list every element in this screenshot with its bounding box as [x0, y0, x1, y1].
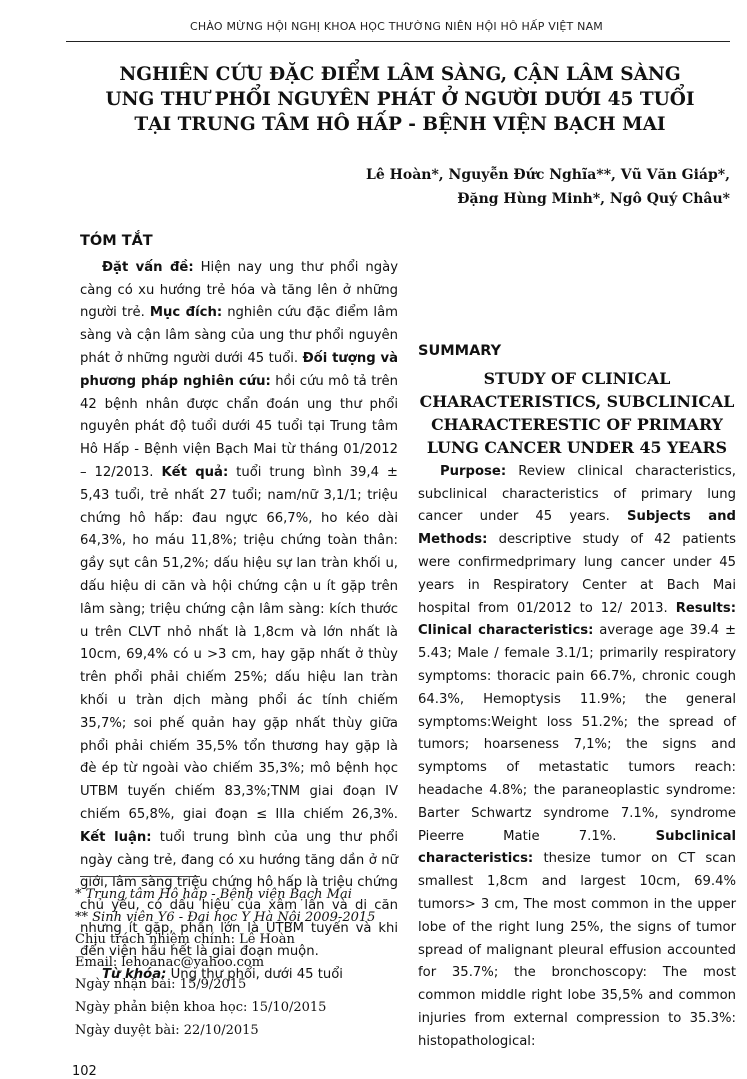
- column-spacer: [418, 228, 736, 340]
- summary-title-line: LUNG CANCER UNDER 45 YEARS: [426, 437, 728, 457]
- article-title: [90, 62, 710, 137]
- responsible-author: Chịu trách nhiệm chính: Lê Hoàn: [75, 932, 295, 948]
- keywords-text: Ung thư phổi, dưới 45 tuổi: [166, 966, 343, 982]
- clinical-text: average age 39.4 ± 5.43; Male / female 3.1/1; primarily respiratory symptoms: thoracic pain 66.7%, chronic cough 64.3%, Hemoptysis 11.9%; the general symptoms:Weight loss 51.2%; the spread of tumors; hoarseness 7,1%; the signs and symptoms of metastatic tumors reach: headache 4.8%; the paraneoplastic syndrome: Barter Schwartz syndrome 7.1%, syndrome Pieerre Matie 7.1%.: [418, 623, 736, 844]
- header-rule: [66, 41, 730, 42]
- keywords-label: Từ khóa:: [102, 966, 167, 982]
- affiliation-1: * Trung tâm Hô hấp - Bệnh viện Bạch Mai: [75, 887, 352, 902]
- background-text: Hiện nay ung thư phổi ngày càng có xu hướng trẻ hóa và tăng lên ở những người trẻ.: [80, 259, 398, 321]
- summary-body: [418, 461, 736, 1054]
- aim-label: Mục đích:: [149, 305, 223, 321]
- running-header: CHÀO MỪNG HỘI NGHỊ KHOA HỌC THƯỜNG NIÊN HỘI HÔ HẤP VIỆT NAM: [190, 20, 603, 33]
- page-number: 102: [72, 1064, 97, 1079]
- summary-title: [418, 367, 736, 459]
- subjects-text: descriptive study of 42 patients were confirmedprimary lung cancer under 45 years in Respiratory Center at Bach Mai hospital from 01/2012 to 12/ 2013.: [418, 532, 736, 616]
- author-list: [366, 163, 730, 211]
- clinical-label: Clinical characteristics:: [418, 623, 594, 639]
- results-text: tuổi trung bình 39,4 ± 5,43 tuổi, trẻ nhất 27 tuổi; nam/nữ 3,1/1; triệu chứng hô hấp: đau ngực 66,7%, ho kéo dài 64,3%, ho máu 11,8%; triệu chứng toàn thân: gầy sụt cân 51,2%; dấu hiệu sự lan tràn khối u, dấu hiệu di căn và hội chứng cận u ít gặp trên lâm sàng; triệu chứng cận lâm sàng: kích thước u trên CLVT nhỏ nhất là 1,8cm và lớn nhất là 10cm, 69,4% có u >3 cm, hay gặp nhất ở thùy trên phổi phải chiếm 25%; dấu hiệu lan tràn khối u tràn dịch màng phổi ác tính chiếm 35,7%; soi phế quản hay gặp nhất thùy giữa phổi phải chiếm 35,5% tổn thương hay gặp là đè ép từ ngoài vào chiếm 35,3%; mô bệnh học UTBM tuyến chiếm 83,3%;TNM giai đoạn IV chiếm 65,8%, giai đoạn ≤ IIIa chiếm 26,3%.: [80, 464, 398, 822]
- abstract-vi-column: [80, 230, 398, 986]
- author-line: Lê Hoàn*, Nguyễn Đức Nghĩa**, Vũ Văn Giáp*,: [366, 167, 730, 183]
- purpose-label: Purpose:: [440, 463, 507, 479]
- title-line: NGHIÊN CỨU ĐẶC ĐIỂM LÂM SÀNG, CẬN LÂM SÀNG: [119, 64, 681, 85]
- date-received: Ngày nhận bài: 15/9/2015: [75, 977, 247, 993]
- results-en-label: Results:: [675, 600, 736, 616]
- footnote-rule: [80, 876, 200, 877]
- footnotes: [75, 884, 405, 1042]
- abstract-vi-heading: TÓM TẮT: [80, 233, 153, 249]
- abstract-en-column: [418, 228, 736, 1054]
- title-line: TẠI TRUNG TÂM HÔ HẤP - BỆNH VIỆN BẠCH MAI: [134, 114, 666, 135]
- conclusion-text: tuổi trung bình của ung thư phổi ngày càng trẻ, đang có xu hướng tăng dần ở nữ giới, lâm sàng triệu chứng hô hấp là triệu chứng chủ yếu, có dấu hiệu của xâm lấn và di căn nhưng ít gặp, phần lớn là UTBM tuyến và khi đến viện hầu hết là giai đoạn muộn.: [80, 829, 398, 959]
- email: Email: lehoanac@yahoo.com: [75, 954, 265, 970]
- summary-title-line: STUDY OF CLINICAL: [483, 368, 671, 388]
- methods-label: Đối tượng và phương pháp nghiên cứu:: [80, 350, 398, 389]
- methods-text: hồi cứu mô tả trên 42 bệnh nhân được chẩn đoán ung thư phổi nguyên phát độ tuổi dưới 45 tuổi tại Trung tâm Hô Hấp - Bệnh viện Bạch Mai từ tháng 01/2012 – 12/2013.: [80, 373, 398, 480]
- subclinical-text: thesize tumor on CT scan smallest 1,8cm and largest 10cm, 69.4% tumors> 3 cm, The most common in the upper lobe of the right lung 25%, the signs of tumor spread of malignant pleural effusion accounted for 35.7%; the bronchoscopy: The most common middle right lobe 35,5% and common injuries from external compression to 35.3%: histopathological:: [418, 851, 736, 1049]
- summary-heading: SUMMARY: [418, 343, 502, 359]
- title-line: UNG THƯ PHỔI NGUYÊN PHÁT Ở NGƯỜI DƯỚI 45 TUỔI: [105, 89, 695, 110]
- affiliation-2: ** Sinh viên Y6 - Đại học Y Hà Nội 2009-2015: [75, 909, 376, 925]
- date-reviewed: Ngày phản biện khoa học: 15/10/2015: [75, 999, 327, 1015]
- purpose-text: Review clinical characteristics, subclinical characteristics of primary lung cancer under 45 years.: [418, 463, 736, 525]
- author-line: Đặng Hùng Minh*, Ngô Quý Châu*: [457, 191, 730, 207]
- abstract-vi-body: [80, 257, 398, 964]
- summary-title-line: CHARACTERESTIC OF PRIMARY: [431, 414, 723, 434]
- aim-text: nghiên cứu đặc điểm lâm sàng và cận lâm sàng của ung thư phổi nguyên phát ở những người dưới 45 tuổi.: [80, 305, 398, 366]
- conclusion-label: Kết luận:: [80, 829, 152, 845]
- subclinical-label: Subclinical characteristics:: [418, 828, 736, 867]
- background-label: Đặt vấn đề:: [102, 259, 194, 275]
- results-label: Kết quả:: [161, 464, 229, 480]
- subjects-label: Subjects and Methods:: [418, 509, 736, 548]
- date-accepted: Ngày duyệt bài: 22/10/2015: [75, 1022, 259, 1038]
- summary-title-line: CHARACTERISTICS, SUBCLINICAL: [419, 391, 735, 411]
